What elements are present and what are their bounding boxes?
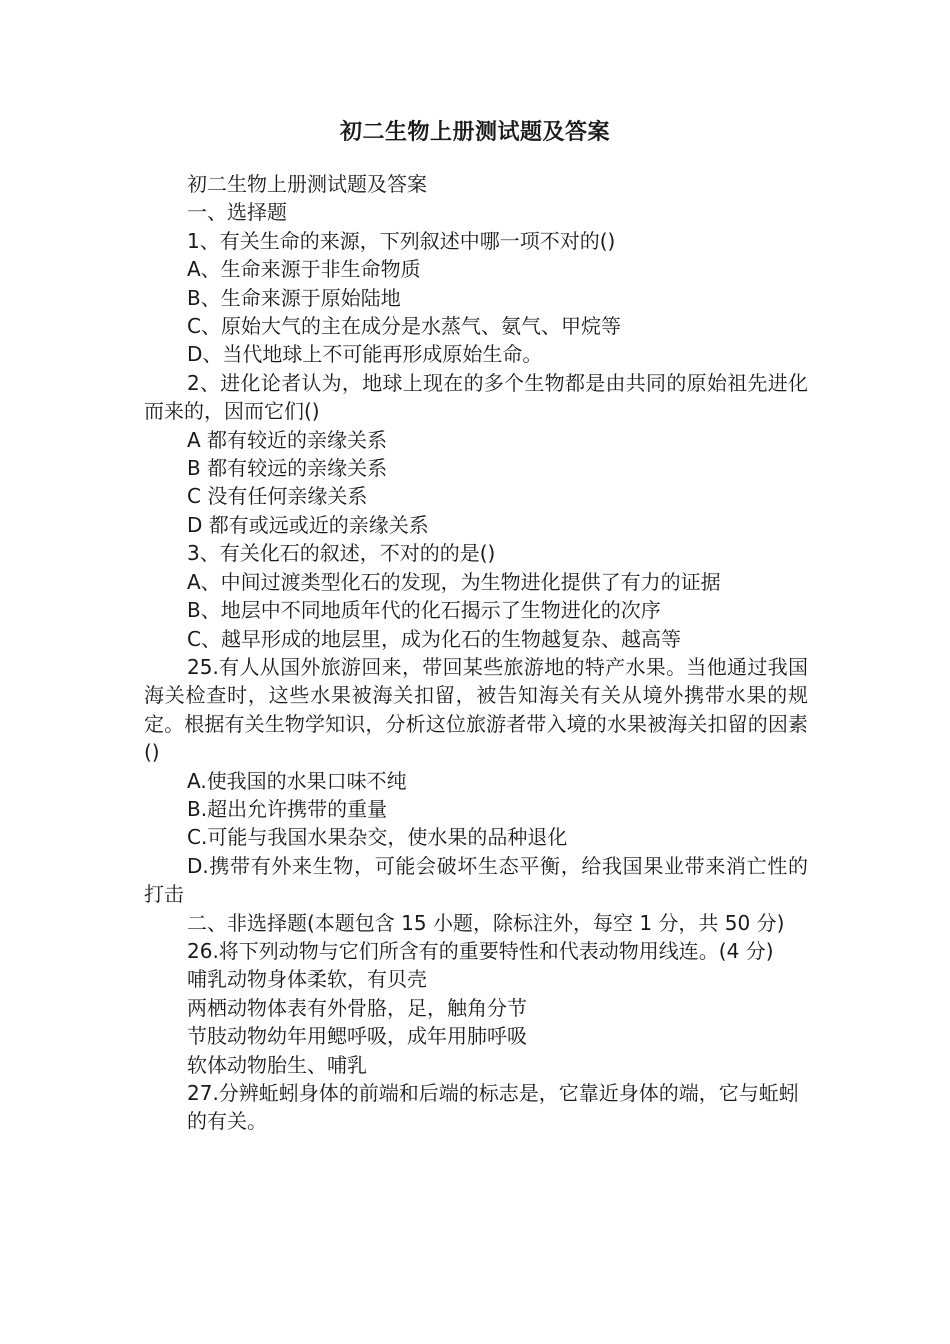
question-26-item-4: 软体动物胎生、哺乳 [187,1052,367,1077]
question-2: 2、进化论者认为，地球上现在的多个生物都是由共同的原始祖先进化而来的，因而它们() [144,370,808,424]
question-26-item-2: 两栖动物体表有外骨胳，足，触角分节 [187,995,527,1020]
document-title: 初二生物上册测试题及答案 [339,120,610,145]
question-27-continuation: 的有关。 [187,1109,267,1134]
paragraph-subtitle: 初二生物上册测试题及答案 [187,172,427,196]
question-3: 3、有关化石的叙述，不对的的是() [187,541,496,566]
question-25-option-c: C.可能与我国水果杂交，使水果的品种退化 [187,825,568,850]
question-1-option-b: B、生命来源于原始陆地 [187,285,401,310]
question-27: 27.分辨蚯蚓身体的前端和后端的标志是，它靠近身体的端，它与蚯蚓 [187,1081,799,1105]
question-3-option-b: B、地层中不同地质年代的化石揭示了生物进化的次序 [187,598,661,623]
question-1-option-c: C、原始大气的主在成分是水蒸气、氨气、甲烷等 [187,314,621,339]
question-1: 1、有关生命的来源，下列叙述中哪一项不对的() [187,228,616,253]
question-2-option-a: A 都有较近的亲缘关系 [187,427,388,452]
question-25-option-a: A.使我国的水果口味不纯 [187,768,407,793]
question-2-option-d: D 都有或远或近的亲缘关系 [187,512,429,537]
question-25: 25.有人从国外旅游回来，带回某些旅游地的特产水果。当他通过我国海关检查时，这些水果被海关扣留，被告知海关有关从境外携带水果的规定。根据有关生物学知识，分析这位旅游者带入境的水果被海关扣留的因素() [144,654,808,765]
question-26-item-1: 哺乳动物身体柔软，有贝壳 [187,967,427,992]
section-heading-non-choice: 二、非选择题(本题包含 15 小题，除标注外，每空 1 分，共 50 分) [187,910,785,935]
question-1-option-a: A、生命来源于非生命物质 [187,257,421,282]
document-body [144,170,808,1136]
question-2-option-b: B 都有较远的亲缘关系 [187,456,388,481]
question-25-option-b: B.超出允许携带的重量 [187,796,388,821]
question-3-option-a: A、中间过渡类型化石的发现，为生物进化提供了有力的证据 [187,569,721,594]
question-25-option-d: D.携带有外来生物，可能会破坏生态平衡，给我国果业带来消亡性的打击 [144,853,808,907]
question-26: 26.将下列动物与它们所含有的重要特性和代表动物用线连。(4 分) [187,938,774,963]
section-heading-choice: 一、选择题 [187,200,287,225]
question-3-option-c: C、越早形成的地层里，成为化石的生物越复杂、越高等 [187,626,681,651]
question-1-option-d: D、当代地球上不可能再形成原始生命。 [187,342,543,367]
question-2-option-c: C 没有任何亲缘关系 [187,484,368,509]
question-26-item-3: 节肢动物幼年用鳃呼吸，成年用肺呼吸 [187,1024,527,1049]
